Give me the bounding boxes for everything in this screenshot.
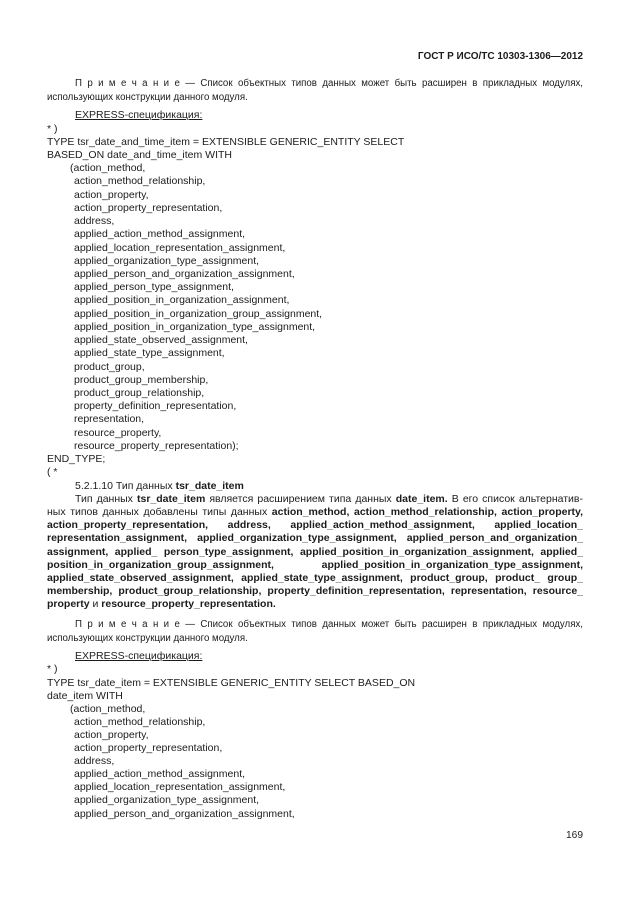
paragraph-line [47,506,583,519]
select-list-item: applied_location_representation_assignment, [74,241,286,254]
select-list-item: applied_action_method_assignment, [74,228,246,241]
select-list-item: resource_property_representation); [74,439,239,452]
select-list [47,175,583,453]
paragraph-term: tsr_date_item [137,492,206,505]
select-list-item: action_method_relationship, [74,175,206,188]
comment-end-marker: * ) [47,663,58,676]
select-list-item: applied_organization_type_assignment, [74,794,260,807]
section-heading [47,480,583,493]
paragraph-line [47,598,583,611]
select-list-item: resource_property, [74,426,162,439]
section-paragraph [47,493,583,612]
type-declaration-line: date_item WITH [47,689,123,702]
select-list-item: applied_position_in_organization_assignment, [74,294,290,307]
select-list-item: action_property, [74,728,149,741]
select-list-item: applied_state_observed_assignment, [74,334,248,347]
select-list-item: action_property_representation, [74,742,223,755]
section-label: Тип данных [115,479,173,492]
section [47,480,583,612]
paragraph-line [47,493,583,506]
paragraph-term: property [47,598,90,611]
express-specification [47,650,583,820]
end-type-line: END_TYPE; [47,453,106,466]
paragraph-line [47,585,583,598]
paragraph-line [47,546,583,559]
paragraph-term: action_property_representation, address, applied_action_method_assignment, applied_location_ [47,519,583,532]
paragraph-term: date_item. [395,492,448,505]
comment-start-marker: ( * [47,466,58,479]
paragraph-line [47,559,583,572]
paragraph-text: Тип данных [75,492,137,505]
express-spec-label: EXPRESS-спецификация: [75,650,203,663]
select-list-first-item: (action_method, [70,702,146,715]
select-list-item: representation, [74,413,145,426]
section-number: 5.2.1.10 [75,479,113,492]
select-list-item: applied_action_method_assignment, [74,768,246,781]
select-list-item: applied_person_and_organization_assignment, [74,807,295,820]
select-list-item: applied_location_representation_assignment, [74,781,286,794]
select-list-item: address, [74,215,115,228]
note [47,77,583,104]
paragraph-line [47,519,583,532]
select-list-item: applied_position_in_organization_group_assignment, [74,307,323,320]
select-list [47,716,583,821]
select-list-item: action_property_representation, [74,201,223,214]
select-list-item: applied_position_in_organization_type_assignment, [74,320,316,333]
paragraph-text: ных типов данных добавлены типы данных [47,505,272,518]
select-list-item: applied_organization_type_assignment, [74,254,260,267]
note-line: использующих конструкции данного модуля. [47,91,248,103]
paragraph-text: является расширением типа данных [205,492,396,505]
select-list-item: address, [74,755,115,768]
select-list-item: applied_state_type_assignment, [74,347,225,360]
comment-end-marker: * ) [47,122,58,135]
type-declaration-line: TYPE tsr_date_item = EXTENSIBLE GENERIC_ENTITY SELECT BASED_ON [47,676,416,689]
paragraph-text: В его список альтернатив- [447,492,583,505]
select-list-item: product_group_relationship, [74,386,205,399]
page-number: 169 [566,830,583,841]
note-line: П р и м е ч а н и е — Список объектных типов данных может быть расширен в прикладных модулях, [75,78,583,89]
paragraph-term: resource_property_representation. [101,598,276,611]
section-entity-name: tsr_date_item [175,479,244,492]
select-list-item: action_method_relationship, [74,715,206,728]
paragraph-term: assignment, applied_ person_type_assignment, applied_position_in_organization_assignment, applied_ [47,545,583,558]
note-line: использующих конструкции данного модуля. [47,632,248,644]
select-list-item: product_group_membership, [74,373,209,386]
select-list-item: applied_person_and_organization_assignment, [74,268,295,281]
note-line: П р и м е ч а н и е — Список объектных типов данных может быть расширен в прикладных модулях, [75,619,583,630]
express-specification [47,109,583,479]
paragraph-term: action_method, action_method_relationship, action_property, [271,505,584,518]
paragraph-term: position_in_organization_group_assignment, applied_position_in_organization_type_assignment, [47,558,583,571]
note [47,618,583,645]
paragraph-line [47,532,583,545]
type-declaration-line: TYPE tsr_date_and_time_item = EXTENSIBLE GENERIC_ENTITY SELECT [47,135,405,148]
paragraph-term: applied_state_observed_assignment, applied_state_type_assignment, product_group, product_ group_ [47,572,583,585]
select-list-item: applied_person_type_assignment, [74,281,234,294]
paragraph-text: и [89,598,102,611]
select-list-first-item: (action_method, [70,162,146,175]
type-declaration-line: BASED_ON date_and_time_item WITH [47,149,232,162]
paragraph-term: representation_assignment, applied_organization_type_assignment, applied_person_and_organization_ [47,532,583,545]
select-list-item: action_property, [74,188,149,201]
paragraph-term: membership, product_group_relationship, property_definition_representation, representation, resource_ [47,585,583,598]
standard-designation: ГОСТ Р ИСО/ТС 10303-1306—2012 [417,51,583,62]
select-list-item: product_group, [74,360,145,373]
express-spec-label: EXPRESS-спецификация: [75,109,203,122]
select-list-item: property_definition_representation, [74,400,237,413]
paragraph-line [47,572,583,585]
